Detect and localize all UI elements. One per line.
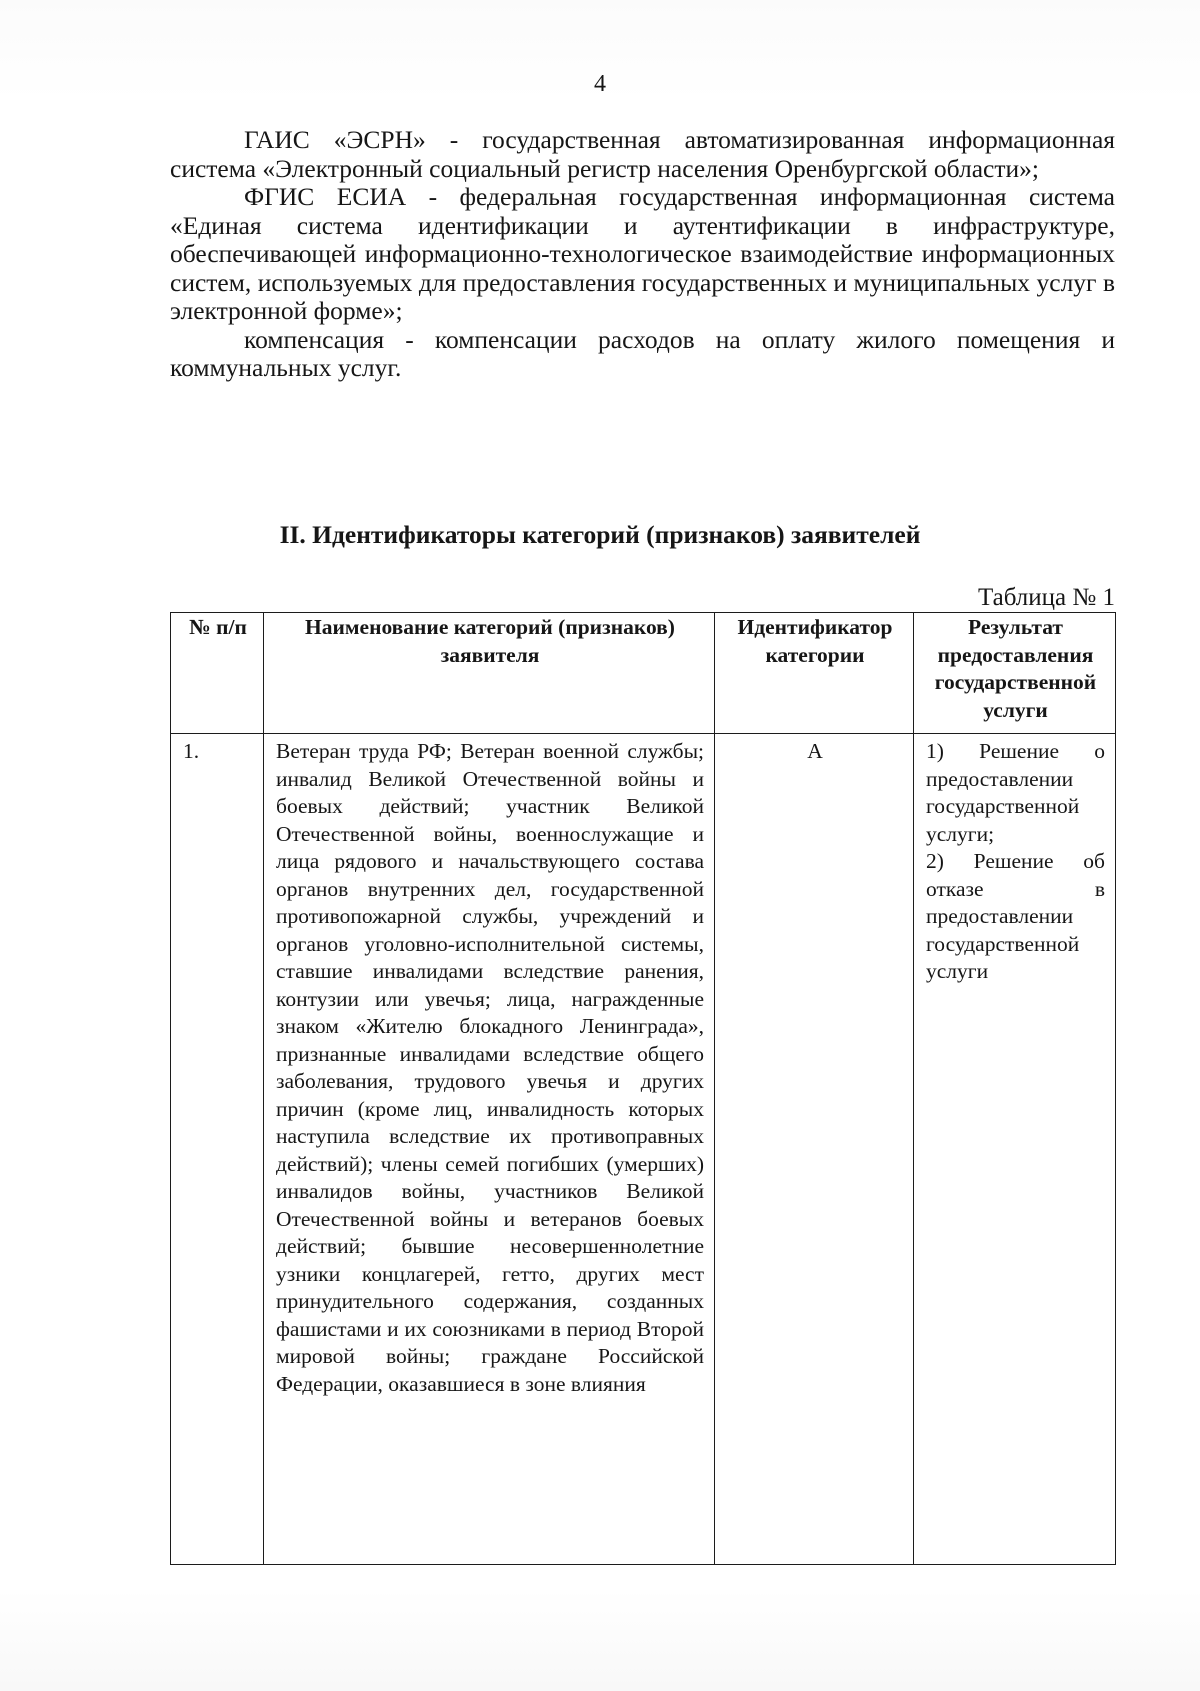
row-service-result xyxy=(914,734,1116,1565)
definitions-block xyxy=(170,126,1115,383)
result-item-grant: 1) Решение о предоставлении государственной услуги; xyxy=(926,739,1105,846)
header-number: № п/п xyxy=(171,613,264,734)
table-caption: Таблица № 1 xyxy=(977,584,1115,611)
result-item-refusal: 2) Решение об отказе в предоставлении государственной услуги xyxy=(926,849,1105,983)
header-service-result: Результат предоставления государственной услуги xyxy=(914,613,1116,734)
table-header-row xyxy=(171,613,1116,734)
row-number: 1. xyxy=(171,734,264,1565)
applicant-categories-table xyxy=(170,612,1116,1565)
header-category-name: Наименование категорий (признаков) заявителя xyxy=(264,613,715,734)
definition-gais-esrn: ГАИС «ЭСРН» - государственная автоматизированная информационная система «Электронный социальный регистр населения Оренбургской области»; xyxy=(170,125,1115,183)
page-number: 4 xyxy=(594,71,606,97)
section-heading: II. Идентификаторы категорий (признаков) заявителей xyxy=(279,520,921,549)
table-row xyxy=(171,734,1116,1565)
row-category-identifier: А xyxy=(715,734,914,1565)
definition-compensation: компенсация - компенсации расходов на оплату жилого помещения и коммунальных услуг. xyxy=(170,324,1115,382)
row-category-name: Ветеран труда РФ; Ветеран военной службы; инвалид Великой Отечественной войны и боевых действий; участник Великой Отечественной войны, военнослужащие и лица рядового и начальствующего состава органов внутренних дел, государственной противопожарной службы, учреждений и органов уголовно-исполнительной системы, ставшие инвалидами вследствие ранения, контузии или увечья; лица, награжденные знаком «Жителю блокадного Ленинграда», признанные инвалидами вследствие общего заболевания, трудового увечья и других причин (кроме лиц, инвалидность которых наступила вследствие их противоправных действий); члены семей погибших (умерших) инвалидов войны, участников Великой Отечественной войны и ветеранов боевых действий; бывшие несовершеннолетние узники концлагерей, гетто, других мест принудительного содержания, созданных фашистами и их союзниками в период Второй мировой войны; граждане Российской Федерации, оказавшиеся в зоне влияния xyxy=(264,734,715,1565)
header-category-identifier: Идентификатор категории xyxy=(715,613,914,734)
definition-fgis-esia: ФГИС ЕСИА - федеральная государственная информационная система «Единая система идентификации и аутентификации в инфраструктуре, обеспечивающей информационно-технологическое взаимодействие информационных систем, используемых для предоставления государственных и муниципальных услуг в электронной форме»; xyxy=(170,182,1115,325)
